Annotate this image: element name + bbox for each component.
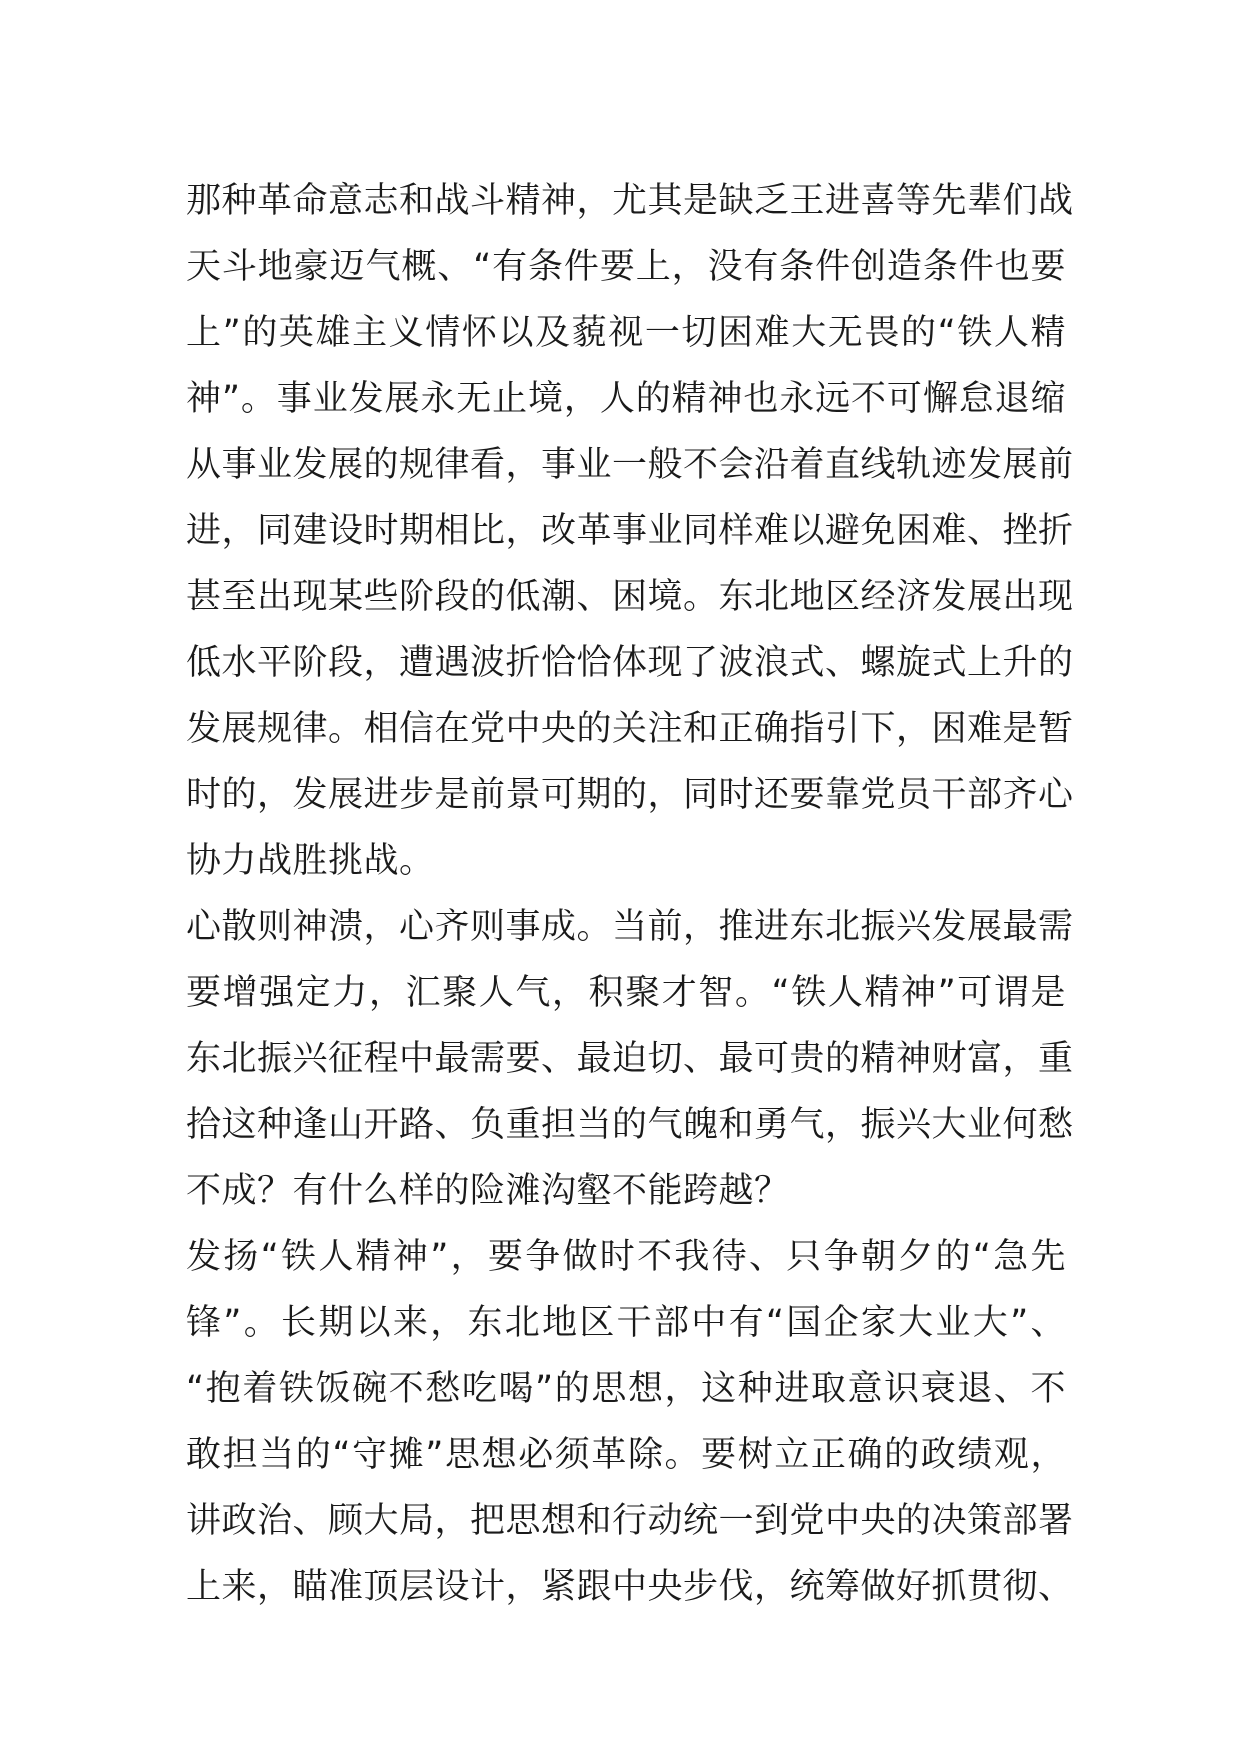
text-line: 敢担当的“守摊”思想必须革除。要树立正确的政绩观，	[186, 1435, 1066, 1475]
text-line: 那种革命意志和战斗精神，尤其是缺乏王进喜等先辈们战	[186, 181, 1074, 221]
text-line: 协力战胜挑战。	[186, 841, 435, 881]
text-line: 要增强定力，汇聚人气，积聚才智。“铁人精神”可谓是	[186, 973, 1066, 1013]
text-line: 甚至出现某些阶段的低潮、困境。东北地区经济发展出现	[186, 577, 1074, 617]
text-line: 发展规律。相信在党中央的关注和正确指引下，困难是暂	[186, 709, 1074, 749]
text-line: 天斗地豪迈气概、“有条件要上，没有条件创造条件也要	[186, 247, 1066, 287]
text-line: 时的，发展进步是前景可期的，同时还要靠党员干部齐心	[186, 775, 1074, 815]
text-line: 讲政治、顾大局，把思想和行动统一到党中央的决策部署	[186, 1501, 1074, 1541]
text-line: 神”。事业发展永无止境，人的精神也永远不可懈怠退缩	[186, 379, 1066, 419]
text-line: 发扬“铁人精神”，要争做时不我待、只争朝夕的“急先	[186, 1237, 1066, 1277]
text-line: 上”的英雄主义情怀以及藐视一切困难大无畏的“铁人精	[186, 313, 1066, 353]
text-line: 拾这种逢山开路、负重担当的气魄和勇气，振兴大业何愁	[186, 1105, 1074, 1145]
text-line: 心散则神溃，心齐则事成。当前，推进东北振兴发展最需	[186, 907, 1074, 947]
text-line: 上来，瞄准顶层设计，紧跟中央步伐，统筹做好抓贯彻、	[186, 1567, 1074, 1607]
text-line: “抱着铁饭碗不愁吃喝”的思想，这种进取意识衰退、不	[186, 1369, 1066, 1409]
text-line: 进，同建设时期相比，改革事业同样难以避免困难、挫折	[186, 511, 1074, 551]
text-line: 不成？有什么样的险滩沟壑不能跨越？	[186, 1171, 790, 1211]
body-text	[186, 168, 1074, 1620]
text-line: 低水平阶段，遭遇波折恰恰体现了波浪式、螺旋式上升的	[186, 643, 1074, 683]
text-line: 锋”。长期以来，东北地区干部中有“国企家大业大”、	[186, 1303, 1066, 1343]
text-line: 东北振兴征程中最需要、最迫切、最可贵的精神财富，重	[186, 1039, 1074, 1079]
text-line: 从事业发展的规律看，事业一般不会沿着直线轨迹发展前	[186, 445, 1074, 485]
